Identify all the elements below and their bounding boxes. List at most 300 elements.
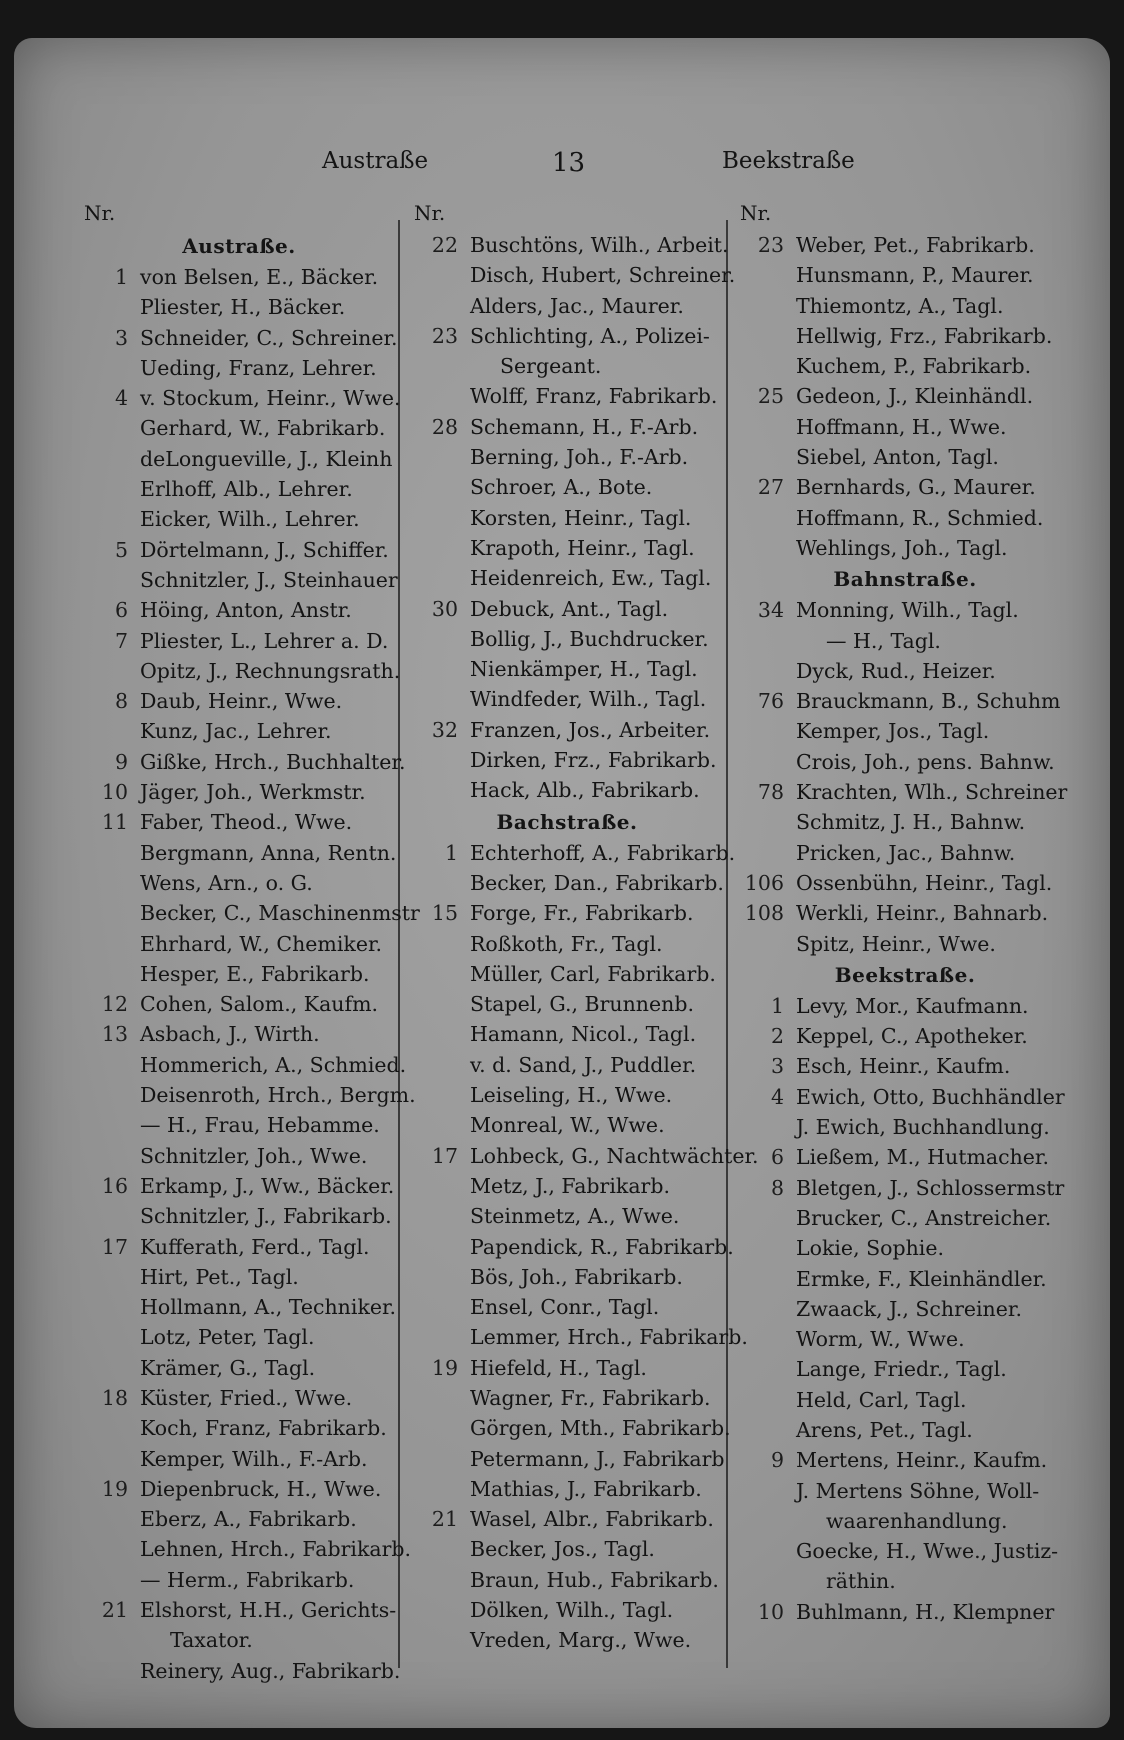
directory-entry	[84, 353, 394, 383]
directory-entry	[84, 262, 394, 292]
house-number: 16	[101, 1173, 128, 1198]
directory-entry	[740, 230, 1070, 260]
resident-entry: Asbach, J., Wirth.	[140, 1022, 320, 1047]
resident-entry: Wasel, Albr., Fabrikarb.	[470, 1507, 714, 1532]
resident-entry: Wehlings, Joh., Tagl.	[796, 535, 1008, 560]
directory-entry	[84, 929, 394, 959]
directory-entry	[740, 351, 1070, 381]
directory-entry	[414, 260, 736, 290]
page-number: 13	[552, 148, 586, 178]
directory-entry	[740, 1566, 1070, 1596]
resident-entry: Crois, Joh., pens. Bahnw.	[796, 749, 1055, 774]
directory-entry	[414, 472, 720, 502]
directory-entry	[414, 381, 720, 411]
column-divider	[726, 220, 728, 1668]
resident-entry: Lemmer, Hrch., Fabrikarb.	[470, 1325, 748, 1350]
house-number: 30	[431, 596, 458, 621]
resident-entry: Monning, Wilh., Tagl.	[796, 598, 1019, 623]
resident-entry: Ewich, Otto, Buchhändler	[796, 1084, 1065, 1109]
directory-entry	[740, 412, 1070, 442]
resident-entry: Diepenbruck, H., Wwe.	[140, 1476, 382, 1501]
directory-entry	[414, 868, 724, 898]
house-number: 12	[101, 992, 128, 1017]
resident-entry: — Herm., Fabrikarb.	[140, 1567, 355, 1592]
running-head-left: Austraße	[322, 148, 429, 174]
resident-entry: räthin.	[826, 1569, 896, 1594]
resident-entry: — H., Frau, Hebamme.	[140, 1113, 380, 1138]
directory-entry	[84, 1625, 394, 1655]
house-number: 11	[101, 810, 128, 835]
resident-entry: Dörtelmann, J., Schiffer.	[140, 537, 389, 562]
directory-entry	[414, 1262, 720, 1292]
column-nr-label: Nr.	[740, 201, 772, 225]
directory-entry	[84, 1474, 394, 1504]
column-nr-label: Nr.	[84, 201, 116, 225]
resident-entry: Hunsmann, P., Maurer.	[796, 263, 1034, 288]
directory-entry	[414, 1474, 720, 1504]
directory-entry	[740, 1264, 1070, 1294]
directory-entry	[414, 1322, 748, 1352]
directory-entry	[740, 747, 1070, 777]
house-number: 15	[431, 901, 458, 926]
directory-entry	[84, 1019, 394, 1049]
resident-entry: Koch, Franz, Fabrikarb.	[140, 1416, 387, 1441]
house-number: 3	[770, 1054, 784, 1079]
resident-entry: Ossenbühn, Heinr., Tagl.	[796, 870, 1053, 895]
resident-entry: Goecke, H., Wwe., Justiz-	[796, 1539, 1059, 1564]
directory-entry	[84, 1232, 394, 1262]
house-number: 25	[757, 384, 784, 409]
resident-entry: Werkli, Heinr., Bahnarb.	[796, 901, 1049, 926]
directory-entry	[84, 686, 394, 716]
house-number: 2	[770, 1024, 784, 1049]
directory-entry	[740, 807, 1070, 837]
directory-entry	[84, 1141, 394, 1171]
resident-entry: Schmitz, J. H., Bahnw.	[796, 810, 1026, 835]
resident-entry: Buschtöns, Wilh., Arbeit.	[470, 233, 729, 257]
resident-entry: Schnitzler, J., Steinhauer	[140, 567, 398, 592]
resident-entry: Braun, Hub., Fabrikarb.	[470, 1567, 719, 1592]
resident-entry: Bollig, J., Buchdrucker.	[470, 626, 709, 651]
directory-entry	[740, 686, 1070, 716]
directory-entry	[84, 1171, 394, 1201]
house-number: 8	[114, 689, 128, 714]
directory-entry	[414, 503, 720, 533]
house-number: 4	[114, 386, 128, 411]
directory-entry	[414, 1625, 720, 1655]
resident-entry: Spitz, Heinr., Wwe.	[796, 931, 996, 956]
house-number: 10	[757, 1599, 784, 1624]
resident-entry: Papendick, R., Fabrikarb.	[470, 1234, 734, 1259]
resident-entry: Lokie, Sophie.	[796, 1236, 945, 1261]
directory-entry	[414, 1534, 720, 1564]
resident-entry: Hiefeld, H., Tagl.	[470, 1355, 647, 1380]
resident-entry: Opitz, J., Rechnungsrath.	[140, 658, 401, 683]
house-number: 6	[770, 1145, 784, 1170]
resident-entry: Pliester, L., Lehrer a. D.	[140, 628, 389, 653]
directory-entry	[84, 1292, 397, 1322]
resident-entry: Ueding, Franz, Lehrer.	[140, 355, 377, 380]
directory-entry	[84, 1504, 394, 1534]
directory-entry	[740, 503, 1070, 533]
resident-entry: Hack, Alb., Fabrikarb.	[470, 778, 700, 803]
resident-entry: Korsten, Heinr., Tagl.	[470, 505, 692, 530]
resident-entry: Lotz, Peter, Tagl.	[140, 1325, 315, 1350]
directory-entry	[84, 474, 394, 504]
directory-entry	[84, 1595, 397, 1625]
directory-entry	[740, 898, 1070, 928]
resident-entry: Schlichting, A., Polizei-	[470, 323, 710, 348]
resident-entry: Lange, Friedr., Tagl.	[796, 1357, 1007, 1382]
directory-entry	[740, 929, 1070, 959]
directory-entry	[84, 1353, 394, 1383]
directory-page	[14, 38, 1110, 1728]
resident-entry: Daub, Heinr., Wwe.	[140, 689, 343, 714]
resident-entry: Küster, Fried., Wwe.	[140, 1385, 353, 1410]
resident-entry: Worm, W., Wwe.	[796, 1327, 965, 1352]
directory-entry	[740, 1142, 1070, 1172]
resident-entry: Wolff, Franz, Fabrikarb.	[470, 384, 718, 409]
directory-entry	[414, 230, 729, 260]
resident-entry: Lehnen, Hrch., Fabrikarb.	[140, 1537, 412, 1562]
resident-entry: Erkamp, J., Ww., Bäcker.	[140, 1173, 395, 1198]
house-number: 4	[770, 1084, 784, 1109]
directory-entry	[740, 1112, 1070, 1142]
directory-entry	[740, 260, 1070, 290]
resident-entry: Sergeant.	[500, 354, 602, 379]
directory-entry	[414, 1232, 734, 1262]
resident-entry: Levy, Mor., Kaufmann.	[796, 993, 1029, 1018]
directory-entry	[414, 1019, 720, 1049]
resident-entry: v. d. Sand, J., Puddler.	[470, 1052, 697, 1077]
resident-entry: Heidenreich, Ew., Tagl.	[470, 566, 712, 591]
house-number: 8	[770, 1175, 784, 1200]
resident-entry: Pricken, Jac., Bahnw.	[796, 840, 1016, 865]
directory-entry	[84, 595, 394, 625]
resident-entry: Ermke, F., Kleinhändler.	[796, 1266, 1047, 1291]
directory-entry	[740, 1354, 1070, 1384]
street-heading: Bahnstraße.	[833, 567, 977, 592]
resident-entry: Hoffmann, R., Schmied.	[796, 505, 1044, 530]
directory-entry	[84, 626, 394, 656]
resident-entry: Schneider, C., Schreiner.	[140, 325, 398, 350]
house-number: 32	[431, 717, 458, 742]
directory-entry	[740, 838, 1070, 868]
resident-entry: Hamann, Nicol., Tagl.	[470, 1022, 697, 1047]
resident-entry: Disch, Hubert, Schreiner.	[470, 263, 736, 288]
directory-entry	[414, 1171, 720, 1201]
resident-entry: Metz, J., Fabrikarb.	[470, 1173, 670, 1198]
resident-entry: Kufferath, Ferd., Tagl.	[140, 1234, 370, 1259]
directory-entry	[414, 775, 720, 805]
resident-entry: Debuck, Ant., Tagl.	[470, 596, 669, 621]
resident-entry: Ensel, Conr., Tagl.	[470, 1295, 660, 1320]
resident-entry: Petermann, J., Fabrikarb	[470, 1446, 725, 1471]
resident-entry: Weber, Pet., Fabrikarb.	[796, 233, 1035, 257]
resident-entry: Nienkämper, H., Tagl.	[470, 657, 698, 682]
directory-entry	[414, 1292, 720, 1322]
directory-entry	[84, 1322, 394, 1352]
resident-entry: — H., Tagl.	[826, 628, 941, 653]
directory-entry	[740, 1597, 1070, 1627]
resident-entry: Kunz, Jac., Lehrer.	[140, 719, 332, 744]
directory-entry	[740, 1203, 1070, 1233]
house-number: 1	[444, 840, 458, 865]
resident-entry: Reinery, Aug., Fabrikarb.	[140, 1658, 401, 1683]
directory-entry	[414, 1444, 725, 1474]
resident-entry: Echterhoff, A., Fabrikarb.	[470, 840, 736, 865]
house-number: 7	[114, 628, 128, 653]
house-number: 1	[770, 993, 784, 1018]
resident-entry: Pliester, H., Bäcker.	[140, 295, 346, 320]
house-number: 13	[101, 1022, 128, 1047]
directory-entry	[84, 1080, 416, 1110]
directory-entry	[84, 1110, 394, 1140]
directory-column-1	[84, 196, 420, 1686]
directory-entry	[740, 533, 1070, 563]
house-number: 27	[757, 475, 784, 500]
house-number: 34	[757, 598, 784, 623]
directory-entry	[740, 1051, 1070, 1081]
resident-entry: Leiseling, H., Wwe.	[470, 1083, 673, 1108]
resident-entry: Hirt, Pet., Tagl.	[140, 1264, 299, 1289]
house-number: 19	[431, 1355, 458, 1380]
directory-entry	[740, 1385, 1070, 1415]
resident-entry: Brauckmann, B., Schuhm	[796, 689, 1061, 714]
resident-entry: Hommerich, A., Schmied.	[140, 1052, 407, 1077]
directory-column-3	[740, 196, 1070, 1627]
directory-entry	[414, 351, 720, 381]
house-number: 28	[431, 414, 458, 439]
directory-entry	[414, 898, 720, 928]
house-number: 21	[431, 1507, 458, 1532]
column-divider	[398, 220, 400, 1668]
resident-entry: Bös, Joh., Fabrikarb.	[470, 1264, 683, 1289]
resident-entry: Gerhard, W., Fabrikarb.	[140, 416, 386, 441]
house-number: 106	[744, 870, 784, 895]
directory-entry	[740, 1445, 1070, 1475]
resident-entry: Monreal, W., Wwe.	[470, 1113, 665, 1138]
resident-entry: Cohen, Salom., Kaufm.	[140, 992, 379, 1017]
directory-entry	[414, 291, 720, 321]
column-nr-label: Nr.	[414, 201, 446, 225]
directory-entry	[84, 535, 394, 565]
directory-entry	[84, 868, 394, 898]
directory-entry	[84, 777, 394, 807]
resident-entry: Wens, Arn., o. G.	[140, 870, 313, 895]
directory-entry	[740, 1233, 1070, 1263]
directory-entry	[414, 1595, 720, 1625]
directory-entry	[414, 1050, 720, 1080]
directory-entry	[84, 1413, 394, 1443]
directory-entry	[740, 716, 1070, 746]
house-number: 23	[431, 323, 458, 348]
resident-entry: von Belsen, E., Bäcker.	[140, 265, 379, 289]
directory-entry	[740, 1021, 1070, 1051]
house-number: 6	[114, 598, 128, 623]
street-heading: Bachstraße.	[496, 809, 638, 834]
directory-entry	[84, 838, 397, 868]
house-number: 3	[114, 325, 128, 350]
directory-entry	[414, 1413, 731, 1443]
resident-entry: Arens, Pet., Tagl.	[796, 1417, 973, 1442]
resident-entry: Becker, C., Maschinenmstr	[140, 901, 420, 926]
directory-entry	[84, 807, 394, 837]
house-number: 9	[770, 1448, 784, 1473]
running-head-right: Beekstraße	[722, 148, 855, 174]
directory-entry	[414, 1565, 720, 1595]
resident-entry: Brucker, C., Anstreicher.	[796, 1205, 1052, 1230]
resident-entry: Erlhoff, Alb., Lehrer.	[140, 477, 353, 502]
directory-entry	[414, 929, 720, 959]
resident-entry: Taxator.	[170, 1628, 253, 1653]
directory-entry	[84, 747, 406, 777]
directory-entry	[414, 594, 720, 624]
directory-entry	[84, 1656, 401, 1686]
resident-entry: Schroer, A., Bote.	[470, 475, 653, 500]
resident-entry: Mertens, Heinr., Kaufm.	[796, 1448, 1048, 1473]
resident-entry: Alders, Jac., Maurer.	[470, 293, 684, 318]
house-number: 1	[114, 265, 128, 289]
resident-entry: Buhlmann, H., Klempner	[796, 1599, 1055, 1624]
resident-entry: waarenhandlung.	[826, 1508, 1008, 1533]
directory-entry	[84, 504, 394, 534]
resident-entry: Wagner, Fr., Fabrikarb.	[470, 1385, 711, 1410]
directory-entry	[84, 413, 394, 443]
resident-entry: Schnitzler, J., Fabrikarb.	[140, 1204, 392, 1229]
directory-entry	[414, 838, 736, 868]
resident-entry: Bernhards, G., Maurer.	[796, 475, 1036, 500]
directory-entry	[84, 656, 401, 686]
directory-entry	[84, 383, 401, 413]
directory-entry	[414, 1110, 720, 1140]
directory-entry	[414, 1504, 720, 1534]
directory-entry	[740, 868, 1070, 898]
resident-entry: Lohbeck, G., Nachtwächter.	[470, 1143, 759, 1168]
directory-entry	[414, 533, 720, 563]
resident-entry: Krachten, Wlh., Schreiner	[796, 780, 1068, 805]
resident-entry: Bletgen, J., Schlossermstr	[796, 1175, 1065, 1200]
resident-entry: Krämer, G., Tagl.	[140, 1355, 316, 1380]
directory-entry	[84, 1444, 394, 1474]
resident-entry: Zwaack, J., Schreiner.	[796, 1296, 1022, 1321]
directory-entry	[740, 381, 1070, 411]
directory-entry	[740, 626, 1070, 656]
directory-entry	[84, 898, 420, 928]
directory-entry	[414, 745, 720, 775]
directory-entry	[740, 656, 1070, 686]
resident-entry: Mathias, J., Fabrikarb.	[470, 1476, 702, 1501]
directory-entry	[84, 1050, 407, 1080]
resident-entry: Ehrhard, W., Chemiker.	[140, 931, 383, 956]
house-number: 17	[101, 1234, 128, 1259]
directory-entry	[740, 1536, 1070, 1566]
resident-entry: Roßkoth, Fr., Tagl.	[470, 931, 663, 956]
directory-entry	[414, 684, 720, 714]
directory-entry	[740, 1173, 1070, 1203]
directory-entry	[740, 1506, 1070, 1536]
directory-entry	[84, 716, 394, 746]
resident-entry: Steinmetz, A., Wwe.	[470, 1204, 680, 1229]
resident-entry: Jäger, Joh., Werkmstr.	[140, 780, 366, 805]
resident-entry: Hollmann, A., Techniker.	[140, 1295, 397, 1320]
directory-entry	[414, 563, 720, 593]
resident-entry: Dölken, Wilh., Tagl.	[470, 1598, 674, 1623]
directory-entry	[740, 1324, 1070, 1354]
directory-entry	[414, 624, 720, 654]
resident-entry: Krapoth, Heinr., Tagl.	[470, 535, 695, 560]
directory-entry	[414, 1141, 759, 1171]
resident-entry: Müller, Carl, Fabrikarb.	[470, 961, 716, 986]
directory-column-2	[414, 196, 759, 1656]
resident-entry: Becker, Jos., Tagl.	[470, 1537, 655, 1562]
house-number: 21	[101, 1598, 128, 1623]
directory-entry	[740, 472, 1070, 502]
resident-entry: Gißke, Hrch., Buchhalter.	[140, 749, 406, 774]
resident-entry: Görgen, Mth., Fabrikarb.	[470, 1416, 731, 1441]
resident-entry: Becker, Dan., Fabrikarb.	[470, 870, 724, 895]
resident-entry: Held, Carl, Tagl.	[796, 1387, 967, 1412]
directory-entry	[740, 1294, 1070, 1324]
resident-entry: Hellwig, Frz., Fabrikarb.	[796, 323, 1053, 348]
house-number: 17	[431, 1143, 458, 1168]
house-number: 10	[101, 780, 128, 805]
house-number: 18	[101, 1385, 128, 1410]
resident-entry: Eberz, A., Fabrikarb.	[140, 1507, 357, 1532]
directory-entry	[740, 777, 1070, 807]
directory-entry	[414, 1383, 720, 1413]
directory-entry	[414, 989, 720, 1019]
resident-entry: Eicker, Wilh., Lehrer.	[140, 507, 360, 532]
house-number: 9	[114, 749, 128, 774]
directory-entry	[84, 444, 394, 474]
resident-entry: Dirken, Frz., Fabrikarb.	[470, 748, 717, 773]
directory-entry	[84, 989, 394, 1019]
directory-entry	[414, 959, 720, 989]
street-heading: Beekstraße.	[834, 962, 976, 987]
resident-entry: Keppel, C., Apotheker.	[796, 1024, 1028, 1049]
directory-entry	[740, 442, 1070, 472]
directory-entry	[84, 292, 394, 322]
resident-entry: J. Mertens Söhne, Woll-	[796, 1478, 1040, 1503]
resident-entry: Schemann, H., F.-Arb.	[470, 414, 699, 439]
resident-entry: Hesper, E., Fabrikarb.	[140, 961, 370, 986]
directory-entry	[414, 654, 720, 684]
directory-entry	[84, 1383, 394, 1413]
directory-entry	[740, 321, 1070, 351]
resident-entry: Berning, Joh., F.-Arb.	[470, 445, 689, 470]
directory-entry	[84, 323, 398, 353]
resident-entry: Ließem, M., Hutmacher.	[796, 1145, 1049, 1170]
directory-entry	[740, 595, 1070, 625]
directory-entry	[84, 565, 398, 595]
resident-entry: Franzen, Jos., Arbeiter.	[470, 717, 711, 742]
house-number: 108	[744, 901, 784, 926]
house-number: 23	[757, 233, 784, 257]
resident-entry: Siebel, Anton, Tagl.	[796, 445, 999, 470]
resident-entry: Kuchem, P., Fabrikarb.	[796, 354, 1032, 379]
house-number: 78	[757, 780, 784, 805]
resident-entry: J. Ewich, Buchhandlung.	[796, 1115, 1050, 1140]
resident-entry: v. Stockum, Heinr., Wwe.	[140, 386, 401, 411]
resident-entry: Elshorst, H.H., Gerichts-	[140, 1598, 397, 1623]
directory-entry	[740, 1476, 1070, 1506]
street-heading: Austraße.	[182, 234, 296, 258]
resident-entry: Windfeder, Wilh., Tagl.	[470, 687, 707, 712]
directory-entry	[740, 1082, 1070, 1112]
resident-entry: Stapel, G., Brunnenb.	[470, 992, 694, 1017]
resident-entry: Bergmann, Anna, Rentn.	[140, 840, 397, 865]
